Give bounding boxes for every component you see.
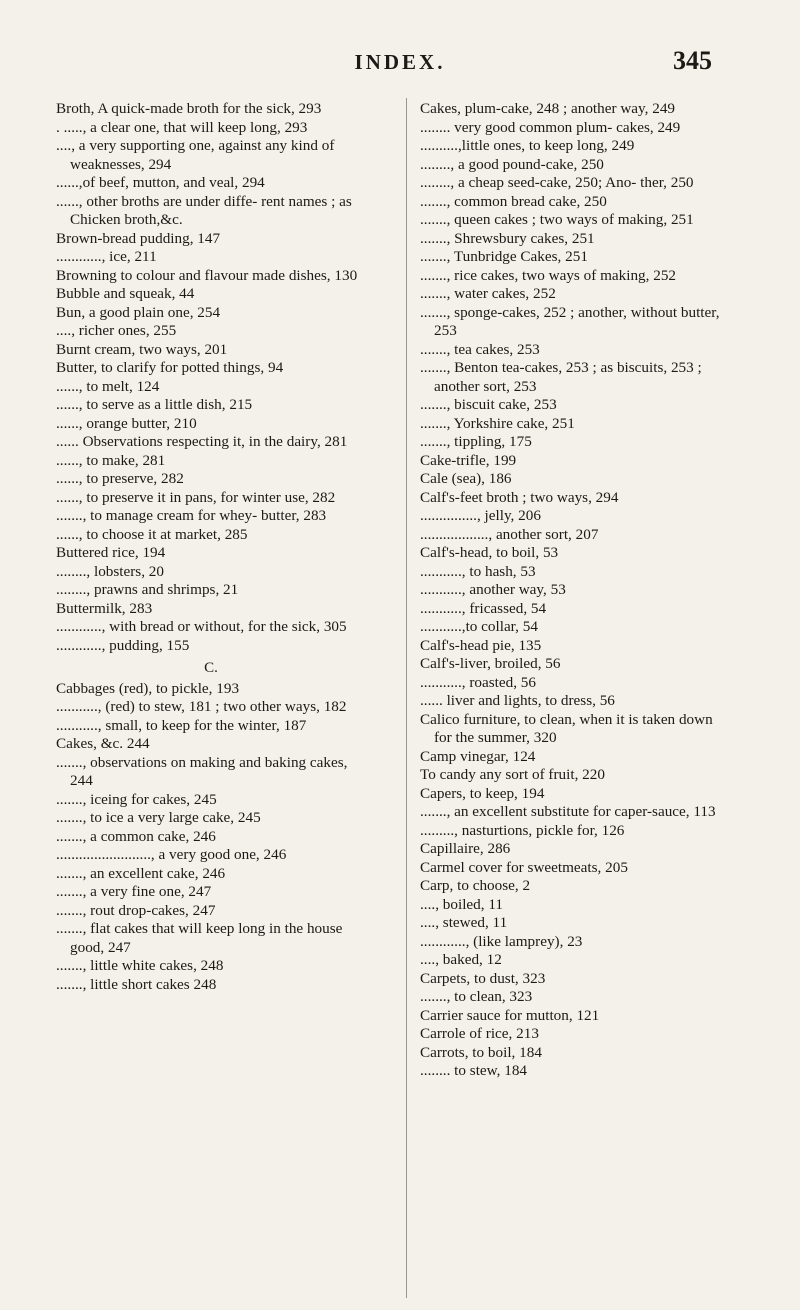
index-entry: .................., another sort, 207 [420, 525, 599, 543]
index-entry: ...., richer ones, 255 [56, 322, 177, 339]
index-entry: ..........., roasted, 56 [420, 673, 536, 691]
index-entry: ......, to preserve, 282 [56, 470, 184, 487]
index-entry: ......., flat cakes that will keep long in the house good, 247 [56, 920, 343, 956]
index-entry: Calf's-liver, broiled, 56 [420, 655, 561, 672]
index-entry: ......., iceing for cakes, 245 [56, 790, 217, 808]
index-entry: ......., rout drop-cakes, 247 [56, 901, 216, 919]
index-entry: Cakes, &c. 244 [56, 735, 150, 752]
index-entry: ......, to melt, 124 [56, 377, 160, 395]
index-entry: Capillaire, 286 [420, 840, 511, 857]
index-entry: ......., common bread cake, 250 [420, 192, 607, 210]
index-entry: Carp, to choose, 2 [420, 877, 531, 894]
index-entry: ............, (like lamprey), 23 [420, 932, 583, 950]
index-entry: ..........., (red) to stew, 181 ; two other ways, 182 [56, 698, 347, 715]
index-column-left [56, 100, 366, 994]
page-header [0, 44, 800, 84]
index-entry: Burnt cream, two ways, 201 [56, 340, 228, 358]
index-entry: ......., observations on making and baking cakes, 244 [56, 753, 348, 789]
index-entry: ..........., another way, 53 [420, 581, 566, 598]
index-entry: ..............., jelly, 206 [420, 507, 541, 524]
column-divider [406, 98, 407, 1298]
index-entry: ......., biscuit cake, 253 [420, 396, 557, 413]
index-entry: ......., queen cakes ; two ways of making, 251 [420, 211, 694, 228]
index-entry: ......, to serve as a little dish, 215 [56, 396, 253, 413]
index-entry: Carpets, to dust, 323 [420, 969, 546, 987]
index-entry: Cabbages (red), to pickle, 193 [56, 679, 240, 697]
index-entry: ......., a common cake, 246 [56, 827, 216, 845]
index-entry: ............, pudding, 155 [56, 636, 190, 654]
index-entry: Calf's-head, to boil, 53 [420, 544, 559, 561]
index-entry: ......., sponge-cakes, 252 ; another, without butter, 253 [420, 303, 720, 339]
index-entry: Browning to colour and flavour made dishes, 130 [56, 266, 358, 284]
index-entry: Bubble and squeak, 44 [56, 285, 195, 302]
index-entry: ......, to preserve it in pans, for winter use, 282 [56, 488, 336, 506]
index-entry: ...........,to collar, 54 [420, 618, 538, 635]
index-entry: ..........., fricassed, 54 [420, 599, 547, 617]
index-entry: ......., a very fine one, 247 [56, 883, 212, 900]
index-entry: ........ very good common plum- cakes, 249 [420, 118, 681, 136]
section-letter: C. [204, 660, 218, 676]
index-entry: ..........., small, to keep for the winter, 187 [56, 716, 307, 734]
index-entry: ......, to choose it at market, 285 [56, 525, 248, 543]
index-entry: Carmel cover for sweetmeats, 205 [420, 858, 628, 876]
index-entry: ......., little white cakes, 248 [56, 957, 224, 974]
index-entry: ......, orange butter, 210 [56, 414, 197, 432]
index-entry: Buttermilk, 283 [56, 599, 153, 617]
index-entry: ......., to manage cream for whey- butter, 283 [56, 507, 327, 524]
index-entry: Cake-trifle, 199 [420, 451, 517, 469]
index-entry: ..........,little ones, to keep long, 249 [420, 137, 635, 154]
index-entry: Carrier sauce for mutton, 121 [420, 1006, 600, 1024]
index-entry: ......., tippling, 175 [420, 433, 532, 450]
index-entry: . ....., a clear one, that will keep long, 293 [56, 118, 308, 136]
index-entry: Calf's-head pie, 135 [420, 636, 542, 654]
index-entry: ......., an excellent substitute for caper-sauce, 113 [420, 803, 716, 820]
index-entry: ........, a good pound-cake, 250 [420, 155, 604, 173]
index-entry: ...... Observations respecting it, in the dairy, 281 [56, 433, 348, 450]
index-entry: ............, with bread or without, for the sick, 305 [56, 618, 347, 635]
index-entry: Buttered rice, 194 [56, 544, 166, 561]
page-number: 345 [673, 46, 712, 75]
index-entry: ......., to ice a very large cake, 245 [56, 809, 261, 826]
index-entry: ........................., a very good one, 246 [56, 846, 287, 863]
index-entry: ......., Shrewsbury cakes, 251 [420, 229, 595, 247]
index-entry: Butter, to clarify for potted things, 94 [56, 359, 284, 376]
index-entry: ............, ice, 211 [56, 248, 157, 265]
index-entry: ......, other broths are under diffe- rent names ; as Chicken broth,&c. [56, 192, 352, 228]
index-entry: Cakes, plum-cake, 248 ; another way, 249 [420, 100, 676, 117]
index-entry: ......., Benton tea-cakes, 253 ; as biscuits, 253 ; another sort, 253 [420, 359, 702, 395]
index-entry: ......., little short cakes 248 [56, 975, 217, 993]
index-entry: ........ to stew, 184 [420, 1062, 528, 1079]
index-entry: ........, prawns and shrimps, 21 [56, 581, 239, 598]
index-entry: Capers, to keep, 194 [420, 784, 545, 802]
index-entry: ......., water cakes, 252 [420, 285, 556, 302]
index-entry: ......., Yorkshire cake, 251 [420, 414, 575, 432]
index-entry: Carrole of rice, 213 [420, 1025, 539, 1042]
index-entry: ......, to make, 281 [56, 451, 166, 469]
index-entry: ......., tea cakes, 253 [420, 340, 540, 358]
index-entry: ......., Tunbridge Cakes, 251 [420, 248, 588, 265]
index-entry: ........, a cheap seed-cake, 250; Ano- ther, 250 [420, 174, 694, 191]
index-entry: ...... liver and lights, to dress, 56 [420, 692, 615, 709]
index-entry: Brown-bread pudding, 147 [56, 229, 221, 247]
index-entry: ...., stewed, 11 [420, 914, 508, 931]
index-entry: ...., boiled, 11 [420, 895, 503, 913]
index-column-right [420, 100, 730, 1081]
index-entry: ..........., to hash, 53 [420, 562, 536, 580]
index-entry: Camp vinegar, 124 [420, 747, 536, 765]
index-entry: Calico furniture, to clean, when it is taken down for the summer, 320 [420, 710, 713, 746]
index-entry: ...., a very supporting one, against any kind of weaknesses, 294 [56, 137, 335, 173]
index-entry: Carrots, to boil, 184 [420, 1043, 542, 1061]
index-entry: To candy any sort of fruit, 220 [420, 766, 605, 783]
index-entry: ......,of beef, mutton, and veal, 294 [56, 174, 265, 191]
index-entry: Calf's-feet broth ; two ways, 294 [420, 488, 619, 506]
index-entry: Bun, a good plain one, 254 [56, 303, 221, 321]
index-entry: ......., rice cakes, two ways of making, 252 [420, 266, 677, 284]
index-entry: ........, lobsters, 20 [56, 562, 164, 580]
index-entry: Cale (sea), 186 [420, 470, 512, 487]
page-title: INDEX. [354, 50, 446, 74]
index-entry: ......., an excellent cake, 246 [56, 864, 226, 882]
index-entry: Broth, A quick-made broth for the sick, 293 [56, 100, 322, 117]
index-entry: ........., nasturtions, pickle for, 126 [420, 821, 625, 839]
index-entry: ......., to clean, 323 [420, 988, 533, 1005]
index-entry: ...., baked, 12 [420, 951, 502, 968]
